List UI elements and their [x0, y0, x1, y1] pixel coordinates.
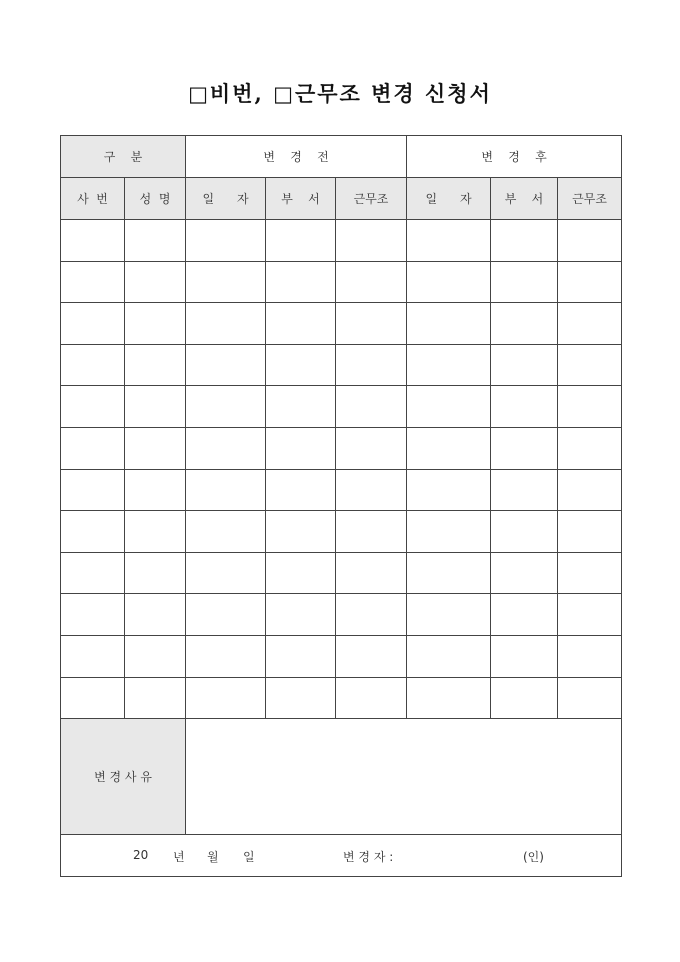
- entry-cell[interactable]: [186, 261, 266, 303]
- col-employee-id: 사 번: [61, 178, 125, 220]
- header-category: 구 분: [61, 136, 186, 178]
- entry-cell[interactable]: [266, 677, 336, 719]
- entry-cell[interactable]: [407, 511, 491, 553]
- entry-cell[interactable]: [558, 469, 622, 511]
- entry-cell[interactable]: [186, 469, 266, 511]
- entry-cell[interactable]: [186, 552, 266, 594]
- entry-cell[interactable]: [266, 635, 336, 677]
- entry-cell[interactable]: [61, 677, 125, 719]
- entry-cell[interactable]: [186, 594, 266, 636]
- entry-cell[interactable]: [491, 552, 558, 594]
- entry-cell[interactable]: [558, 386, 622, 428]
- entry-cell[interactable]: [125, 552, 186, 594]
- table-row: [61, 552, 622, 594]
- entry-cell[interactable]: [336, 677, 407, 719]
- entry-cell[interactable]: [407, 303, 491, 345]
- entry-cell[interactable]: [491, 677, 558, 719]
- application-form-table: [60, 135, 622, 877]
- entry-cell[interactable]: [336, 469, 407, 511]
- entry-cell[interactable]: [125, 220, 186, 262]
- entry-cell[interactable]: [491, 261, 558, 303]
- entry-cell[interactable]: [266, 303, 336, 345]
- col-after-department: 부 서: [491, 178, 558, 220]
- entry-cell[interactable]: [186, 344, 266, 386]
- entry-cell[interactable]: [491, 303, 558, 345]
- entry-cell[interactable]: [407, 386, 491, 428]
- footer-row: [61, 835, 622, 877]
- entry-cell[interactable]: [61, 344, 125, 386]
- entry-cell[interactable]: [266, 220, 336, 262]
- entry-cell[interactable]: [336, 552, 407, 594]
- entry-cell[interactable]: [558, 427, 622, 469]
- table-row: [61, 303, 622, 345]
- footer-day: 일: [243, 850, 255, 865]
- entry-cell[interactable]: [558, 511, 622, 553]
- entry-cell[interactable]: [491, 386, 558, 428]
- entry-cell[interactable]: [407, 427, 491, 469]
- entry-cell[interactable]: [186, 303, 266, 345]
- entry-cell[interactable]: [407, 635, 491, 677]
- entry-cell[interactable]: [125, 511, 186, 553]
- table-row: [61, 511, 622, 553]
- table-row: [61, 344, 622, 386]
- reason-label: 변 경 사 유: [61, 719, 186, 835]
- entry-cell[interactable]: [336, 635, 407, 677]
- header-after-change: 변 경 후: [407, 136, 622, 178]
- table-row: [61, 220, 622, 262]
- footer-year-prefix: 20: [133, 848, 149, 863]
- col-after-date: 일 자: [407, 178, 491, 220]
- entry-cell[interactable]: [336, 303, 407, 345]
- entry-cell[interactable]: [558, 635, 622, 677]
- entry-cell[interactable]: [407, 594, 491, 636]
- entry-cell[interactable]: [125, 635, 186, 677]
- entry-cell[interactable]: [125, 469, 186, 511]
- entry-cell[interactable]: [558, 594, 622, 636]
- entry-cell[interactable]: [266, 427, 336, 469]
- entry-cell[interactable]: [266, 344, 336, 386]
- footer-month: 월: [207, 850, 219, 865]
- entry-cell[interactable]: [491, 344, 558, 386]
- table-row: [61, 427, 622, 469]
- entry-cell[interactable]: [266, 594, 336, 636]
- entry-cell[interactable]: [491, 594, 558, 636]
- col-name: 성 명: [125, 178, 186, 220]
- entry-cell[interactable]: [186, 427, 266, 469]
- entry-cell[interactable]: [125, 344, 186, 386]
- entry-cell[interactable]: [558, 552, 622, 594]
- header-before-change: 변 경 전: [186, 136, 407, 178]
- entry-cell[interactable]: [125, 261, 186, 303]
- entry-cell[interactable]: [61, 261, 125, 303]
- entry-cell[interactable]: [125, 594, 186, 636]
- entry-cell[interactable]: [407, 344, 491, 386]
- page-title: □비번, □근무조 변경 신청서: [188, 81, 492, 106]
- entry-cell[interactable]: [558, 677, 622, 719]
- entry-cell[interactable]: [336, 220, 407, 262]
- entry-cell[interactable]: [558, 220, 622, 262]
- entry-cell[interactable]: [491, 511, 558, 553]
- entry-cell[interactable]: [407, 552, 491, 594]
- entry-cell[interactable]: [61, 386, 125, 428]
- table-row: [61, 261, 622, 303]
- entry-cell[interactable]: [266, 469, 336, 511]
- entry-cell[interactable]: [491, 220, 558, 262]
- col-before-department: 부 서: [266, 178, 336, 220]
- entry-cell[interactable]: [125, 677, 186, 719]
- entry-cell[interactable]: [186, 386, 266, 428]
- entry-cell[interactable]: [407, 677, 491, 719]
- entry-cell[interactable]: [407, 220, 491, 262]
- entry-cell[interactable]: [266, 386, 336, 428]
- entry-cell[interactable]: [558, 303, 622, 345]
- table-row: [61, 594, 622, 636]
- entry-cell[interactable]: [61, 552, 125, 594]
- entry-cell[interactable]: [491, 469, 558, 511]
- entry-cell[interactable]: [186, 511, 266, 553]
- entry-cell[interactable]: [336, 427, 407, 469]
- entry-cell[interactable]: [125, 427, 186, 469]
- entry-cell[interactable]: [61, 635, 125, 677]
- applicant-label: 변 경 자 :: [343, 850, 394, 865]
- entry-cell[interactable]: [61, 220, 125, 262]
- entry-cell[interactable]: [407, 261, 491, 303]
- entry-cell[interactable]: [61, 594, 125, 636]
- entry-cell[interactable]: [125, 303, 186, 345]
- seal-mark: (인): [523, 850, 544, 865]
- entry-cell[interactable]: [491, 427, 558, 469]
- entry-cell[interactable]: [266, 511, 336, 553]
- entry-cell[interactable]: [407, 469, 491, 511]
- reason-field[interactable]: [186, 719, 622, 835]
- entry-cell[interactable]: [186, 220, 266, 262]
- footer-year: 년: [173, 850, 185, 865]
- table-row: [61, 386, 622, 428]
- col-after-shift: 근무조: [558, 178, 622, 220]
- entry-cell[interactable]: [336, 594, 407, 636]
- entry-cell[interactable]: [336, 344, 407, 386]
- entry-cell[interactable]: [336, 511, 407, 553]
- table-row: [61, 635, 622, 677]
- entry-cell[interactable]: [491, 635, 558, 677]
- entry-cell[interactable]: [186, 635, 266, 677]
- table-row: [61, 469, 622, 511]
- entry-cell[interactable]: [558, 261, 622, 303]
- col-before-shift: 근무조: [336, 178, 407, 220]
- entry-rows: [61, 220, 622, 719]
- entry-cell[interactable]: [558, 344, 622, 386]
- col-before-date: 일 자: [186, 178, 266, 220]
- entry-cell[interactable]: [125, 386, 186, 428]
- entry-cell[interactable]: [266, 552, 336, 594]
- entry-cell[interactable]: [61, 303, 125, 345]
- entry-cell[interactable]: [61, 511, 125, 553]
- entry-cell[interactable]: [61, 427, 125, 469]
- entry-cell[interactable]: [186, 677, 266, 719]
- table-row: [61, 677, 622, 719]
- entry-cell[interactable]: [266, 261, 336, 303]
- entry-cell[interactable]: [336, 386, 407, 428]
- entry-cell[interactable]: [336, 261, 407, 303]
- entry-cell[interactable]: [61, 469, 125, 511]
